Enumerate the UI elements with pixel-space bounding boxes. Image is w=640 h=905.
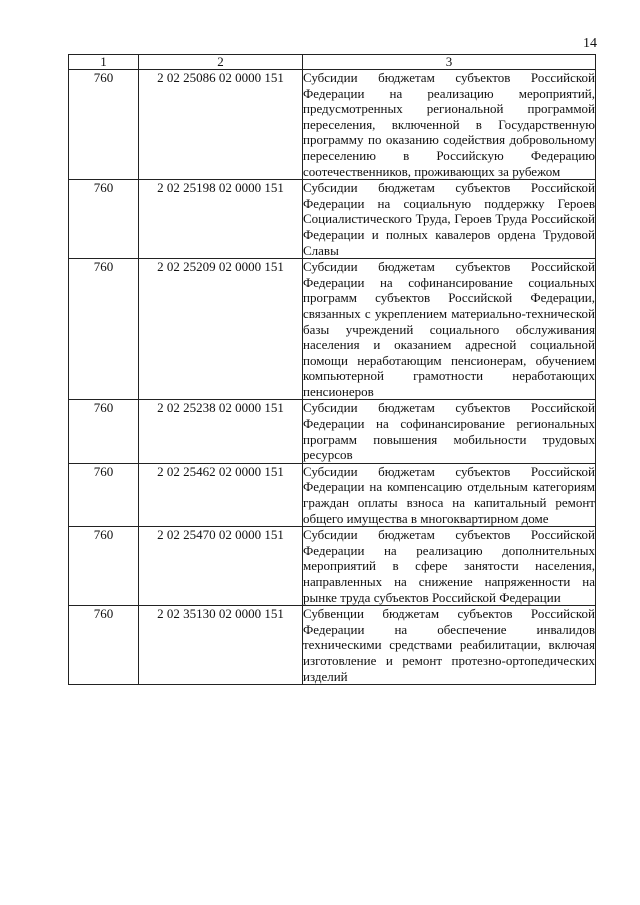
revenue-name-cell: Субвенции бюджетам субъектов Российской Федерации на обеспечение инвалидов техническими средствами реабилитации, включая изготовление и ремонт протезно-ортопедических изделий: [303, 606, 595, 684]
table-row: [69, 180, 596, 259]
admin-code-cell: 760: [69, 606, 139, 685]
revenue-code-cell: 2 02 25198 02 0000 151: [139, 180, 303, 259]
revenue-name-cell: Субсидии бюджетам субъектов Российской Федерации на софинансирование социальных программ субъектов Российской Федерации, связанных с укреплением материально-технической базы учреждений социального обслуживания населения и оказанием адресной социальной помощи неработающим пенсионерам, обучением компьютерной грамотности неработающих пенсионеров: [303, 259, 595, 399]
column-header-2: 2: [139, 55, 303, 70]
table-row: [69, 70, 596, 180]
column-header-3: 3: [303, 55, 596, 70]
revenue-code-cell: 2 02 25238 02 0000 151: [139, 400, 303, 463]
admin-code-cell: 760: [69, 70, 139, 180]
revenue-name-cell: Субсидии бюджетам субъектов Российской Федерации на реализацию мероприятий, предусмотренных региональной программой переселения, включенной в Государственную программу по оказанию содействия добровольному переселению в Российскую Федерацию соотечественников, проживающих за рубежом: [303, 70, 595, 179]
table-header-row: [69, 55, 596, 70]
page-number: 14: [583, 36, 597, 51]
table-row: [69, 527, 596, 606]
admin-code-cell: 760: [69, 180, 139, 259]
budget-classification-table: [68, 54, 596, 685]
admin-code-cell: 760: [69, 259, 139, 400]
admin-code-cell: 760: [69, 463, 139, 526]
column-header-1: 1: [69, 55, 139, 70]
revenue-code-cell: 2 02 25086 02 0000 151: [139, 70, 303, 180]
admin-code-cell: 760: [69, 527, 139, 606]
revenue-code-cell: 2 02 25470 02 0000 151: [139, 527, 303, 606]
revenue-code-cell: 2 02 35130 02 0000 151: [139, 606, 303, 685]
table-row: [69, 400, 596, 463]
revenue-name-cell: Субсидии бюджетам субъектов Российской Федерации на социальную поддержку Героев Социалистического Труда, Героев Труда Российской Федерации и полных кавалеров ордена Трудовой Славы: [303, 180, 595, 258]
table-row: [69, 259, 596, 400]
revenue-name-cell: Субсидии бюджетам субъектов Российской Федерации на реализацию дополнительных мероприятий в сфере занятости населения, направленных на снижение напряженности на рынке труда субъектов Российской Федерации: [303, 527, 595, 605]
revenue-code-cell: 2 02 25209 02 0000 151: [139, 259, 303, 400]
table-row: [69, 463, 596, 526]
revenue-code-cell: 2 02 25462 02 0000 151: [139, 463, 303, 526]
admin-code-cell: 760: [69, 400, 139, 463]
revenue-name-cell: Субсидии бюджетам субъектов Российской Федерации на компенсацию отдельным категориям граждан оплаты взноса на капитальный ремонт общего имущества в многоквартирном доме: [303, 463, 595, 526]
revenue-name-cell: Субсидии бюджетам субъектов Российской Федерации на софинансирование региональных программ повышения мобильности трудовых ресурсов: [303, 400, 595, 463]
table-row: [69, 606, 596, 685]
